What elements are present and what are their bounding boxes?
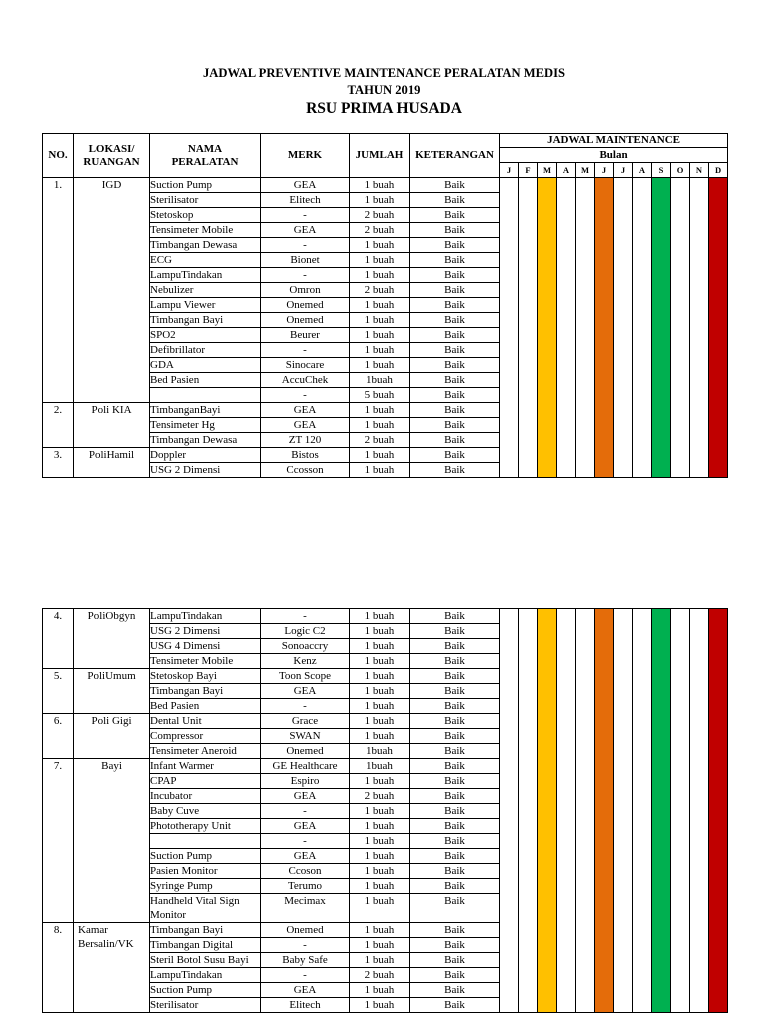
equipment-condition: Baik [410, 373, 500, 388]
row-number: 3. [43, 448, 74, 478]
equipment-name: Steril Botol Susu Bayi [150, 953, 261, 968]
equipment-brand: SWAN [261, 729, 350, 744]
equipment-condition: Baik [410, 849, 500, 864]
month-header-may: M [576, 163, 595, 178]
equipment-brand: Espiro [261, 774, 350, 789]
location: PoliUmum [74, 669, 150, 714]
equipment-brand: Grace [261, 714, 350, 729]
equipment-condition: Baik [410, 654, 500, 669]
month-header-mar: M [538, 163, 557, 178]
equipment-condition: Baik [410, 238, 500, 253]
equipment-brand: GEA [261, 403, 350, 418]
month-column-jul [614, 609, 633, 1013]
equipment-name: Baby Cuve [150, 804, 261, 819]
equipment-brand: GEA [261, 418, 350, 433]
month-column-mar [538, 178, 557, 478]
document-year: TAHUN 2019 [347, 83, 421, 97]
month-column-mar [538, 609, 557, 1013]
table-row [43, 178, 728, 193]
equipment-quantity: 1 buah [350, 699, 410, 714]
equipment-brand: - [261, 938, 350, 953]
equipment-quantity: 1 buah [350, 654, 410, 669]
month-column-feb [519, 178, 538, 478]
equipment-condition: Baik [410, 639, 500, 654]
equipment-quantity: 1 buah [350, 938, 410, 953]
equipment-brand: - [261, 388, 350, 403]
equipment-brand: - [261, 343, 350, 358]
equipment-name: SPO2 [150, 328, 261, 343]
equipment-brand: Beurer [261, 328, 350, 343]
month-header-jun: J [595, 163, 614, 178]
equipment-brand: Bionet [261, 253, 350, 268]
equipment-condition: Baik [410, 268, 500, 283]
equipment-name: Sterilisator [150, 998, 261, 1013]
equipment-brand: Elitech [261, 998, 350, 1013]
equipment-name: Timbangan Digital [150, 938, 261, 953]
month-column-sep [652, 609, 671, 1013]
equipment-brand: - [261, 238, 350, 253]
equipment-brand: - [261, 834, 350, 849]
equipment-condition: Baik [410, 759, 500, 774]
equipment-brand: AccuChek [261, 373, 350, 388]
equipment-quantity: 1 buah [350, 819, 410, 834]
month-column-apr [557, 178, 576, 478]
equipment-quantity: 1 buah [350, 983, 410, 998]
equipment-name: Timbangan Bayi [150, 923, 261, 938]
equipment-condition: Baik [410, 624, 500, 639]
equipment-name: Stetoskop Bayi [150, 669, 261, 684]
month-header-jul: J [614, 163, 633, 178]
equipment-quantity: 1 buah [350, 804, 410, 819]
month-column-oct [671, 178, 690, 478]
equipment-brand: Omron [261, 283, 350, 298]
month-column-aug [633, 178, 652, 478]
header-row [43, 134, 728, 148]
equipment-brand: GEA [261, 819, 350, 834]
equipment-brand: - [261, 699, 350, 714]
equipment-condition: Baik [410, 433, 500, 448]
equipment-brand: Kenz [261, 654, 350, 669]
equipment-name: Tensimeter Hg [150, 418, 261, 433]
month-column-jun [595, 178, 614, 478]
month-column-dec [709, 609, 728, 1013]
header-quantity: JUMLAH [350, 134, 410, 178]
header-location-line1: LOKASI/ [88, 142, 135, 155]
schedule-table-2 [42, 608, 728, 1013]
month-column-apr [557, 609, 576, 1013]
equipment-condition: Baik [410, 448, 500, 463]
equipment-condition: Baik [410, 968, 500, 983]
location: Bayi [74, 759, 150, 923]
equipment-condition: Baik [410, 298, 500, 313]
month-column-aug [633, 609, 652, 1013]
equipment-condition: Baik [410, 463, 500, 478]
equipment-condition: Baik [410, 358, 500, 373]
equipment-condition: Baik [410, 983, 500, 998]
equipment-name: USG 2 Dimensi [150, 624, 261, 639]
equipment-quantity: 1 buah [350, 774, 410, 789]
equipment-name: Stetoskop [150, 208, 261, 223]
equipment-quantity: 1 buah [350, 714, 410, 729]
equipment-condition: Baik [410, 328, 500, 343]
month-column-jan [500, 178, 519, 478]
month-header-apr: A [557, 163, 576, 178]
equipment-name: Handheld Vital Sign Monitor [150, 894, 261, 923]
equipment-quantity: 1 buah [350, 253, 410, 268]
equipment-brand: Onemed [261, 923, 350, 938]
equipment-quantity: 1 buah [350, 864, 410, 879]
schedule-table-1 [42, 133, 728, 478]
equipment-condition: Baik [410, 938, 500, 953]
equipment-name: Lampu Viewer [150, 298, 261, 313]
equipment-name: Timbangan Dewasa [150, 433, 261, 448]
equipment-quantity: 1 buah [350, 328, 410, 343]
equipment-quantity: 2 buah [350, 208, 410, 223]
equipment-condition: Baik [410, 819, 500, 834]
month-column-may [576, 609, 595, 1013]
equipment-brand: Onemed [261, 298, 350, 313]
month-column-sep [652, 178, 671, 478]
equipment-condition: Baik [410, 609, 500, 624]
equipment-brand: - [261, 804, 350, 819]
row-number: 2. [43, 403, 74, 448]
equipment-name: USG 2 Dimensi [150, 463, 261, 478]
equipment-quantity: 2 buah [350, 223, 410, 238]
location: PoliHamil [74, 448, 150, 478]
equipment-name: TimbanganBayi [150, 403, 261, 418]
equipment-quantity: 1 buah [350, 418, 410, 433]
table-row [43, 609, 728, 624]
equipment-name: Sterilisator [150, 193, 261, 208]
header-location-line2: RUANGAN [83, 155, 140, 168]
equipment-name [150, 834, 261, 849]
equipment-name: Bed Pasien [150, 699, 261, 714]
equipment-quantity: 2 buah [350, 283, 410, 298]
month-header-feb: F [519, 163, 538, 178]
header-equipment-name [150, 134, 261, 178]
equipment-quantity: 1buah [350, 759, 410, 774]
equipment-brand: GEA [261, 983, 350, 998]
equipment-name: Doppler [150, 448, 261, 463]
equipment-name: Pasien Monitor [150, 864, 261, 879]
equipment-condition: Baik [410, 834, 500, 849]
equipment-quantity: 2 buah [350, 968, 410, 983]
equipment-condition: Baik [410, 774, 500, 789]
header-month-label: Bulan [500, 148, 728, 163]
equipment-quantity: 1 buah [350, 639, 410, 654]
equipment-quantity: 1 buah [350, 313, 410, 328]
equipment-name: USG 4 Dimensi [150, 639, 261, 654]
equipment-name: Timbangan Bayi [150, 313, 261, 328]
equipment-quantity: 2 buah [350, 789, 410, 804]
equipment-condition: Baik [410, 669, 500, 684]
equipment-name: Tensimeter Aneroid [150, 744, 261, 759]
equipment-name: Suction Pump [150, 849, 261, 864]
month-column-jul [614, 178, 633, 478]
row-number: 7. [43, 759, 74, 923]
equipment-brand: Logic C2 [261, 624, 350, 639]
equipment-quantity: 5 buah [350, 388, 410, 403]
month-column-feb [519, 609, 538, 1013]
equipment-condition: Baik [410, 684, 500, 699]
header-location [74, 134, 150, 178]
equipment-name [150, 388, 261, 403]
header-no: NO. [43, 134, 74, 178]
equipment-name: Timbangan Dewasa [150, 238, 261, 253]
equipment-quantity: 1 buah [350, 268, 410, 283]
equipment-quantity: 1 buah [350, 849, 410, 864]
equipment-brand: Ccosson [261, 463, 350, 478]
equipment-quantity: 1 buah [350, 998, 410, 1013]
equipment-name: CPAP [150, 774, 261, 789]
equipment-quantity: 1 buah [350, 729, 410, 744]
equipment-condition: Baik [410, 744, 500, 759]
equipment-brand: GEA [261, 789, 350, 804]
equipment-brand: ZT 120 [261, 433, 350, 448]
equipment-brand: GEA [261, 684, 350, 699]
equipment-brand: - [261, 968, 350, 983]
equipment-name: Timbangan Bayi [150, 684, 261, 699]
equipment-condition: Baik [410, 894, 500, 923]
equipment-name: Bed Pasien [150, 373, 261, 388]
equipment-name: Nebulizer [150, 283, 261, 298]
schedule-table-1-body [43, 178, 728, 478]
equipment-brand: Baby Safe [261, 953, 350, 968]
equipment-quantity: 1 buah [350, 448, 410, 463]
equipment-condition: Baik [410, 699, 500, 714]
month-column-dec [709, 178, 728, 478]
equipment-brand: Onemed [261, 744, 350, 759]
month-column-jan [500, 609, 519, 1013]
equipment-brand: - [261, 208, 350, 223]
document-title: JADWAL PREVENTIVE MAINTENANCE PERALATAN MEDIS [203, 66, 565, 80]
equipment-quantity: 1 buah [350, 879, 410, 894]
equipment-quantity: 1 buah [350, 624, 410, 639]
month-header-dec: D [709, 163, 728, 178]
equipment-condition: Baik [410, 923, 500, 938]
header-equipment-line2: PERALATAN [171, 155, 239, 168]
equipment-condition: Baik [410, 253, 500, 268]
equipment-brand: Mecimax [261, 894, 350, 923]
equipment-brand: Sinocare [261, 358, 350, 373]
equipment-quantity: 1 buah [350, 403, 410, 418]
equipment-condition: Baik [410, 998, 500, 1013]
month-header-sep: S [652, 163, 671, 178]
row-number: 4. [43, 609, 74, 669]
month-column-nov [690, 178, 709, 478]
equipment-brand: GEA [261, 849, 350, 864]
equipment-quantity: 1 buah [350, 669, 410, 684]
equipment-name: Syringe Pump [150, 879, 261, 894]
equipment-condition: Baik [410, 178, 500, 193]
equipment-quantity: 1buah [350, 373, 410, 388]
equipment-quantity: 1 buah [350, 894, 410, 923]
equipment-quantity: 1 buah [350, 343, 410, 358]
equipment-quantity: 1 buah [350, 178, 410, 193]
equipment-name: Phototherapy Unit [150, 819, 261, 834]
equipment-condition: Baik [410, 789, 500, 804]
equipment-condition: Baik [410, 729, 500, 744]
equipment-quantity: 1 buah [350, 953, 410, 968]
equipment-brand: Onemed [261, 313, 350, 328]
header-maintenance-schedule: JADWAL MAINTENANCE [500, 134, 728, 148]
month-header-nov: N [690, 163, 709, 178]
month-column-may [576, 178, 595, 478]
equipment-quantity: 1 buah [350, 684, 410, 699]
month-header-aug: A [633, 163, 652, 178]
equipment-condition: Baik [410, 223, 500, 238]
equipment-condition: Baik [410, 804, 500, 819]
equipment-quantity: 1 buah [350, 834, 410, 849]
header-brand: MERK [261, 134, 350, 178]
hospital-name: RSU PRIMA HUSADA [306, 100, 462, 117]
equipment-quantity: 1 buah [350, 609, 410, 624]
equipment-condition: Baik [410, 343, 500, 358]
equipment-quantity: 1 buah [350, 463, 410, 478]
equipment-name: Infant Warmer [150, 759, 261, 774]
location: Kamar Bersalin/VK [74, 923, 150, 1013]
equipment-condition: Baik [410, 879, 500, 894]
equipment-condition: Baik [410, 208, 500, 223]
row-number: 6. [43, 714, 74, 759]
equipment-brand: Sonoaccry [261, 639, 350, 654]
equipment-brand: Ccoson [261, 864, 350, 879]
equipment-name: LampuTindakan [150, 968, 261, 983]
equipment-brand: - [261, 609, 350, 624]
row-number: 8. [43, 923, 74, 1013]
equipment-condition: Baik [410, 714, 500, 729]
equipment-brand: GEA [261, 178, 350, 193]
equipment-name: GDA [150, 358, 261, 373]
equipment-condition: Baik [410, 283, 500, 298]
header-remarks: KETERANGAN [410, 134, 500, 178]
equipment-quantity: 1 buah [350, 193, 410, 208]
schedule-table-2-body [43, 609, 728, 1013]
equipment-quantity: 2 buah [350, 433, 410, 448]
equipment-name: Tensimeter Mobile [150, 654, 261, 669]
month-column-jun [595, 609, 614, 1013]
equipment-condition: Baik [410, 864, 500, 879]
location: Poli KIA [74, 403, 150, 448]
row-number: 5. [43, 669, 74, 714]
equipment-name: Tensimeter Mobile [150, 223, 261, 238]
equipment-name: Suction Pump [150, 178, 261, 193]
equipment-condition: Baik [410, 193, 500, 208]
equipment-quantity: 1buah [350, 744, 410, 759]
equipment-name: Incubator [150, 789, 261, 804]
equipment-brand: GE Healthcare [261, 759, 350, 774]
equipment-quantity: 1 buah [350, 923, 410, 938]
equipment-condition: Baik [410, 418, 500, 433]
equipment-name: LampuTindakan [150, 609, 261, 624]
location: IGD [74, 178, 150, 403]
equipment-condition: Baik [410, 313, 500, 328]
equipment-condition: Baik [410, 403, 500, 418]
location: Poli Gigi [74, 714, 150, 759]
row-number: 1. [43, 178, 74, 403]
equipment-quantity: 1 buah [350, 358, 410, 373]
month-header-jan: J [500, 163, 519, 178]
month-column-nov [690, 609, 709, 1013]
header-equipment-line1: NAMA [187, 142, 223, 155]
equipment-brand: Terumo [261, 879, 350, 894]
month-header-oct: O [671, 163, 690, 178]
equipment-brand: Bistos [261, 448, 350, 463]
table-header [43, 134, 728, 178]
equipment-name: Compressor [150, 729, 261, 744]
equipment-brand: Toon Scope [261, 669, 350, 684]
equipment-name: Defibrillator [150, 343, 261, 358]
equipment-brand: - [261, 268, 350, 283]
equipment-name: LampuTindakan [150, 268, 261, 283]
equipment-brand: GEA [261, 223, 350, 238]
equipment-name: ECG [150, 253, 261, 268]
equipment-brand: Elitech [261, 193, 350, 208]
equipment-quantity: 1 buah [350, 238, 410, 253]
equipment-quantity: 1 buah [350, 298, 410, 313]
equipment-name: Dental Unit [150, 714, 261, 729]
location: PoliObgyn [74, 609, 150, 669]
equipment-condition: Baik [410, 388, 500, 403]
month-column-oct [671, 609, 690, 1013]
equipment-name: Suction Pump [150, 983, 261, 998]
equipment-condition: Baik [410, 953, 500, 968]
